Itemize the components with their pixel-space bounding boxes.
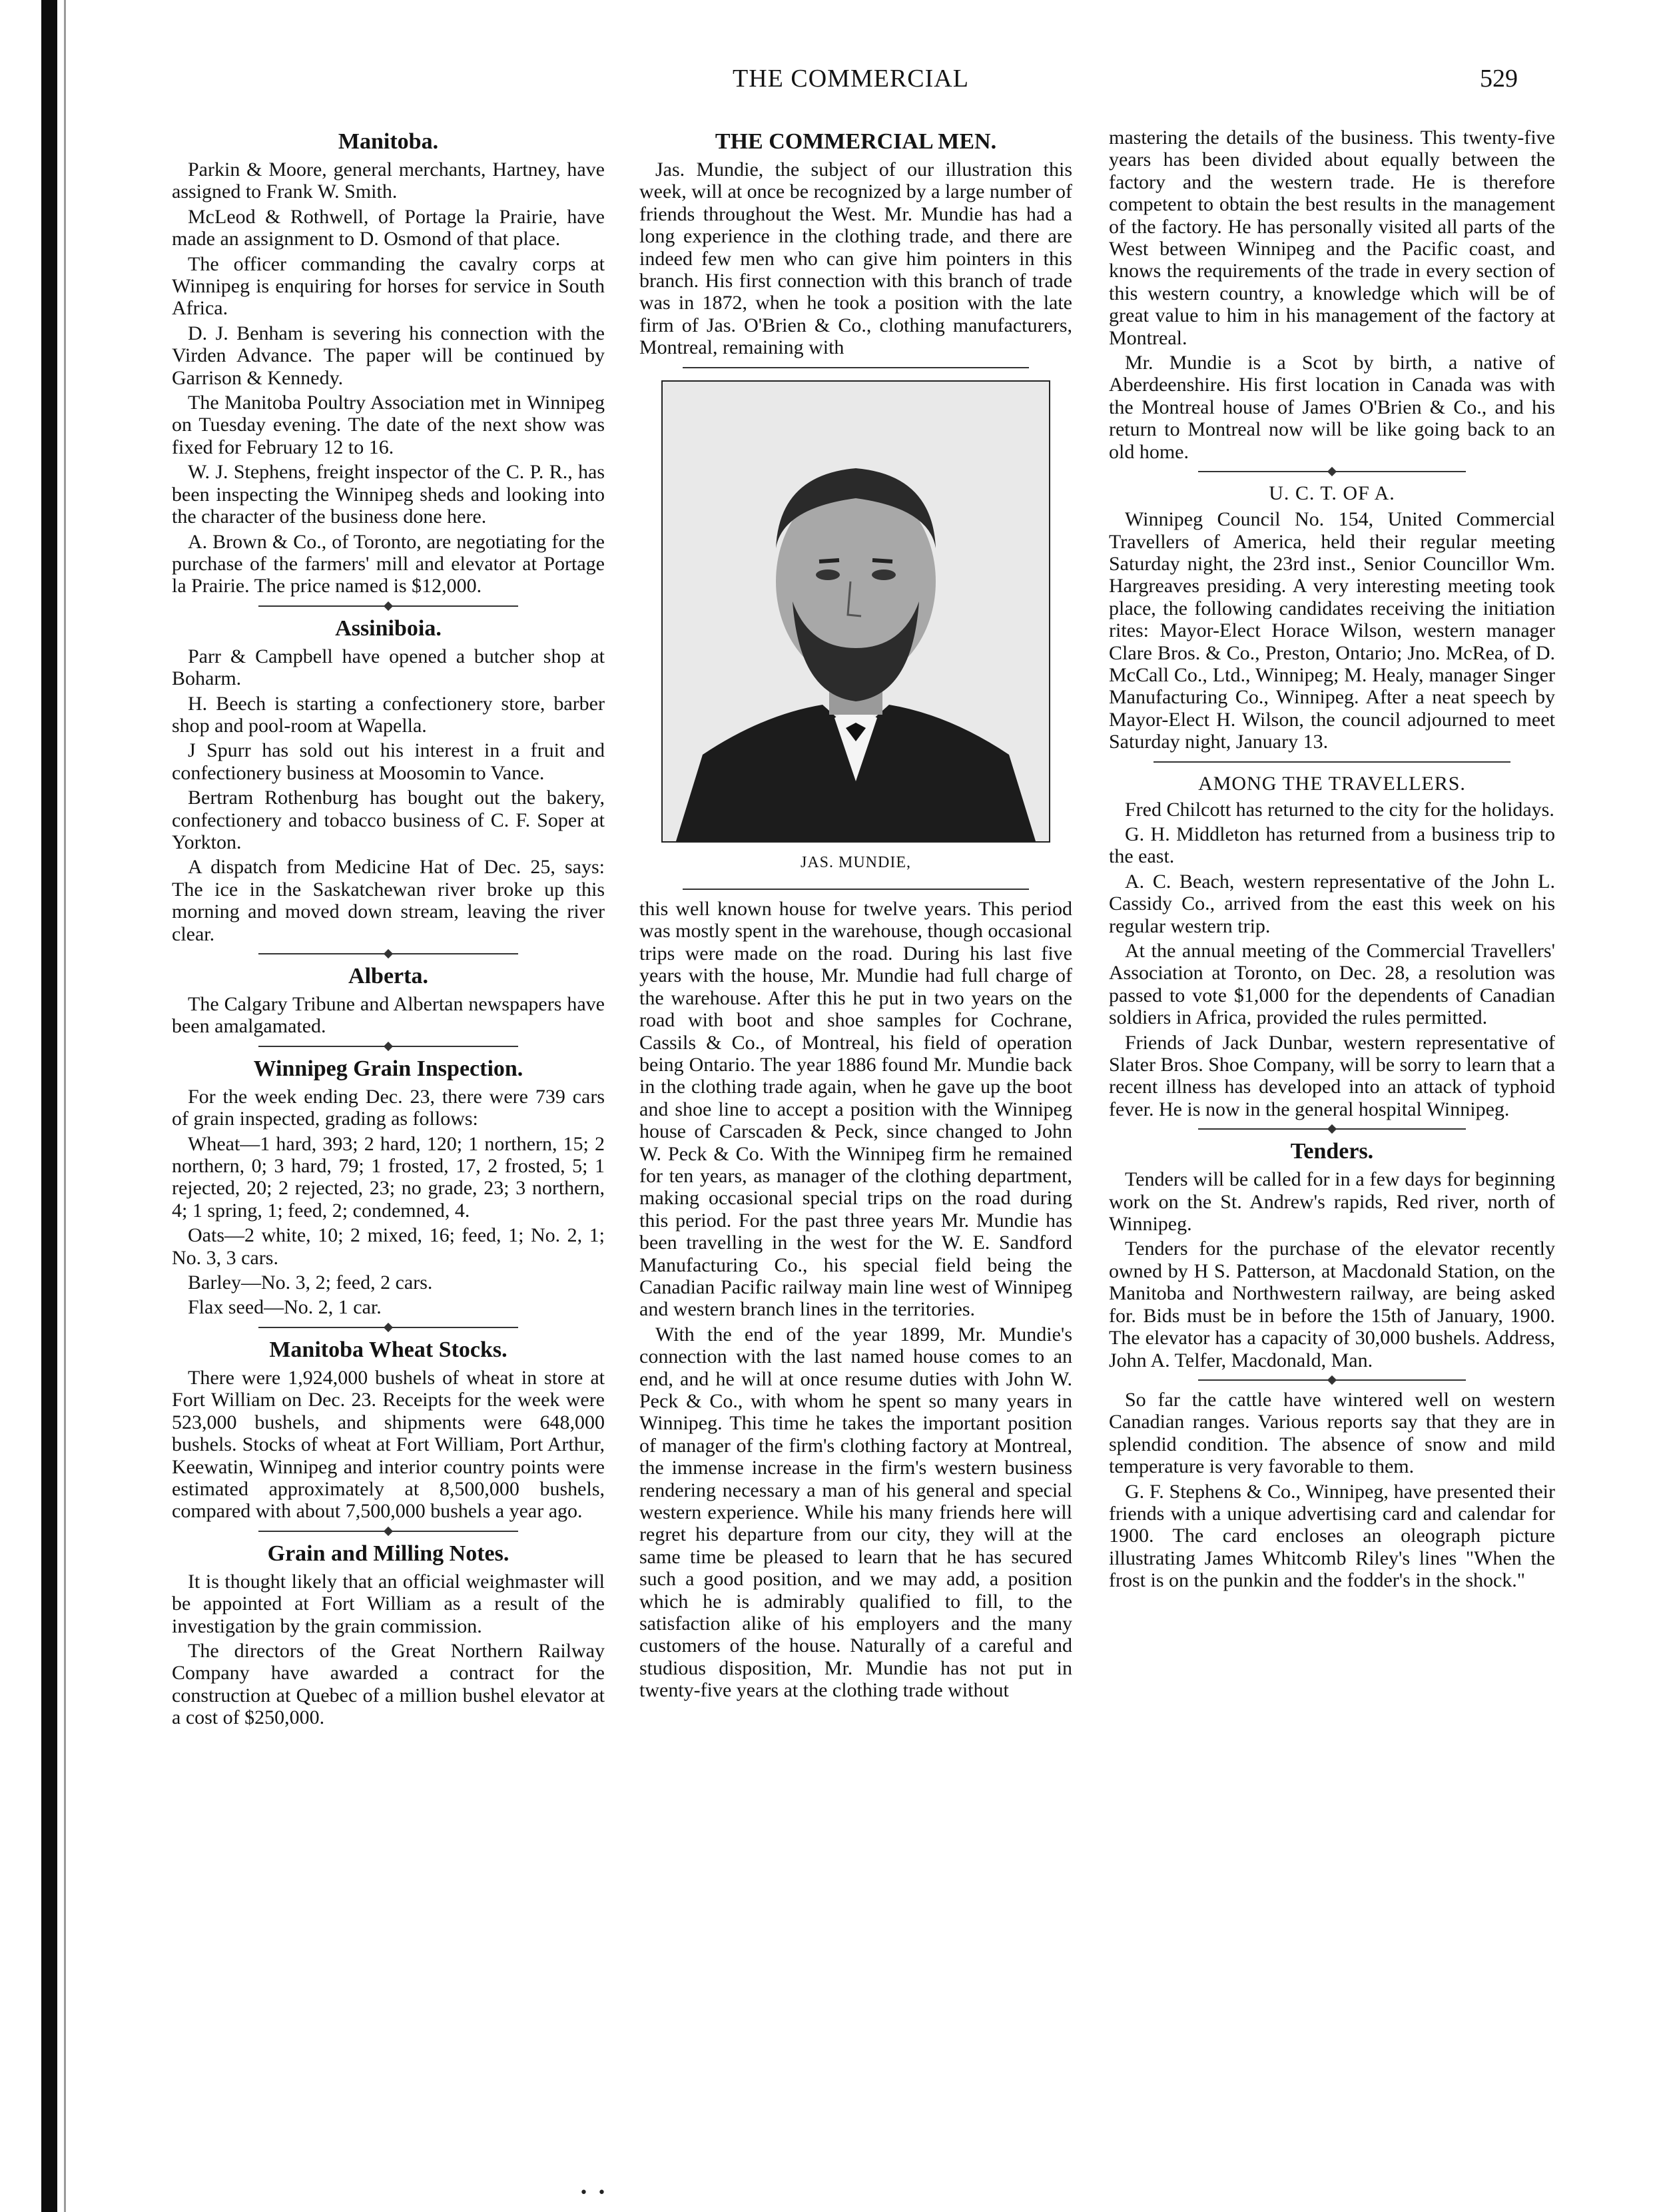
column-2 xyxy=(639,127,1072,1704)
section-heading-assiniboia: Assiniboia. xyxy=(335,615,442,641)
news-paragraph: The Calgary Tribune and Albertan newspapers have been amalgamated. xyxy=(172,993,605,1038)
section-divider xyxy=(1198,471,1466,472)
section-divider xyxy=(1198,1379,1466,1381)
section-divider xyxy=(258,1046,518,1047)
section-heading-manitoba: Manitoba. xyxy=(338,129,439,154)
news-paragraph: Parkin & Moore, general merchants, Hartney, have assigned to Frank W. Smith. xyxy=(172,159,605,203)
scan-speck: • • xyxy=(579,2185,606,2201)
news-paragraph: A. Brown & Co., of Toronto, are negotiating for the purchase of the farmers' mill and elevator at Portage la Prairie. The price named is $12,000. xyxy=(172,530,605,597)
section-divider xyxy=(258,1327,518,1328)
news-paragraph: W. J. Stephens, freight inspector of the C. P. R., has been inspecting the Winnipeg sheds and looking into the character of the business done here. xyxy=(172,461,605,528)
article-body: Mr. Mundie is a Scot by birth, a native of Aberdeenshire. His first location in Canada was with the Montreal house of James O'Brien & Co., and his return to Montreal now will be like going back to an old home. xyxy=(1109,352,1555,463)
news-paragraph: There were 1,924,000 bushels of wheat in store at Fort William on Dec. 23. Receipts for the week were 523,000 bushels, and shipments were 648,000 bushels. Stocks of wheat at Fort William, Port Arthur, Keewatin, Winnipeg and interior country points were estimated approximately at 8,500,000 bushels, compared with about 7,500,000 bushels a year ago. xyxy=(172,1366,605,1523)
section-divider xyxy=(1154,761,1510,763)
news-paragraph: Bertram Rothenburg has bought out the bakery, confectionery and tobacco business of C. F. Soper at Yorkton. xyxy=(172,787,605,853)
news-paragraph: For the week ending Dec. 23, there were 739 cars of grain inspected, grading as follows: xyxy=(172,1085,605,1130)
running-head: THE COMMERCIAL xyxy=(733,65,969,93)
news-paragraph: It is thought likely that an official weighmaster will be appointed at Fort William as a result of the investigation by the grain commission. xyxy=(172,1570,605,1637)
news-paragraph: The officer commanding the cavalry corps at Winnipeg is enquiring for horses for service in South Africa. xyxy=(172,252,605,320)
article-body: this well known house for twelve years. This period was mostly spent in the warehouse, though occasional trips were made on the road. During his last five years with the house, Mr. Mundie had full charge of the warehouse. After this he put in two years on the road with boot and shoe samples for Cochrane, Cassils & Co., of Montreal, his field of operation being Ontario. The year 1886 found Mr. Mundie back in the clothing trade again, when he gave up the boot and shoe line to accept a position with the Winnipeg house of Carscaden & Peck, since changed to John W. Peck & Co. With the Winnipeg firm he remained for ten years, as manager of the clothing department, making occasional special trips on the road during this period. For the past three years Mr. Mundie has been travelling in the west for the W. E. Sandford Manufacturing Co., his special field being the Canadian Pacific railway main line west of Winnipeg and western branch lines in the territories. xyxy=(639,898,1072,1321)
section-divider xyxy=(258,953,518,954)
page-number: 529 xyxy=(1480,65,1518,93)
section-heading-travellers: AMONG THE TRAVELLERS. xyxy=(1198,772,1466,795)
news-paragraph: A dispatch from Medicine Hat of Dec. 25, says: The ice in the Saskatchewan river broke up this morning and moved down stream, leaving the river clear. xyxy=(172,856,605,945)
scan-binding-edge xyxy=(41,0,57,2212)
news-paragraph: McLeod & Rothwell, of Portage la Prairie, have made an assignment to D. Osmond of that place. xyxy=(172,205,605,250)
news-paragraph: Tenders for the purchase of the elevator recently owned by H S. Patterson, at Macdonald Station, on the Manitoba and Northwestern railway, are being asked for. Bids must be in before the 15th of January, 1900. The elevator has a capacity of 30,000 bushels. Address, John A. Telfer, Macdonald, Man. xyxy=(1109,1238,1555,1371)
section-divider xyxy=(683,367,1029,368)
portrait-caption: JAS. MUNDIE, xyxy=(800,853,911,871)
article-heading-commercial-men: THE COMMERCIAL MEN. xyxy=(715,129,997,154)
news-paragraph: The Manitoba Poultry Association met in Winnipeg on Tuesday evening. The date of the next show was fixed for February 12 to 16. xyxy=(172,392,605,458)
scan-binding-edge-line xyxy=(64,0,66,2212)
section-heading-uct: U. C. T. OF A. xyxy=(1269,482,1395,505)
article-intro: Jas. Mundie, the subject of our illustration this week, will at once be recognized by a large number of friends throughout the West. Mr. Mundie has had a long experience in the clothing trade, and there are indeed few men who can give him pointers in this branch. His first connection with this branch of trade was in 1872, when he took a position with the late firm of Jas. O'Brien & Co., clothing manufacturers, Montreal, remaining with xyxy=(639,159,1073,359)
section-heading-tenders: Tenders. xyxy=(1290,1139,1374,1164)
article-body: With the end of the year 1899, Mr. Mundie's connection with the last named house comes to an end, and he will at once resume duties with John W. Peck & Co., with whom he spent so many years in Winnipeg. This time he takes the important position of manager of the firm's clothing factory at Montreal, the immense increase in the firm's western business rendering necessary a man of his general and special western experience. While his many friends here will regret his departure from our city, they will at the same time be pleased to learn that he has secured such a good position, and we may add, a position which he is admirably qualified to fill, to the satisfaction alike of his employers and the many customers of the house. Naturally of a careful and studious disposition, Mr. Mundie has not put in twenty-five years at the clothing trade without xyxy=(639,1323,1072,1702)
news-paragraph: Winnipeg Council No. 154, United Commercial Travellers of America, held their regular meeting Saturday night, the 23rd inst., Senior Councillor Wm. Hargreaves presiding. A very interesting meeting took place, the following candidates receiving the initiation rites: Mayor-Elect Horace Wilson, western manager Clare Bros. & Co., Preston, Ontario; Jno. McRea, of D. McCall Co., Ltd., Winnipeg; M. Healy, manager Singer Manufacturing Co., Winnipeg. After a neat speech by Mayor-Elect H. Wilson, the council adjourned to meet Saturday night, January 13. xyxy=(1109,508,1555,753)
news-paragraph: The directors of the Great Northern Railway Company have awarded a contract for the construction at Quebec of a million bushel elevator at a cost of $250,000. xyxy=(172,1639,605,1729)
news-paragraph: J Spurr has sold out his interest in a fruit and confectionery business at Moosomin to Vance. xyxy=(172,739,605,784)
news-paragraph: At the annual meeting of the Commercial Travellers' Association at Toronto, on Dec. 28, a resolution was passed to vote $1,000 for the dependents of Canadian soldiers in Africa, provided the rules permitted. xyxy=(1109,940,1555,1029)
column-1 xyxy=(172,127,605,1732)
section-heading-grain-inspection: Winnipeg Grain Inspection. xyxy=(253,1056,523,1081)
news-paragraph: G. H. Middleton has returned from a business trip to the east. xyxy=(1109,823,1555,868)
section-divider xyxy=(258,605,518,607)
article-body: mastering the details of the business. This twenty-five years has been divided about equally between the factory and the western trade. He is therefore competent to obtain the best results in the management of the factory. He has personally visited all parts of the West between Winnipeg and the Pacific coast, and knows the requirements of the trade in every section of this western country, a knowledge which will be of great value to him in his management of the factory at Montreal. xyxy=(1109,127,1555,349)
news-paragraph: Fred Chilcott has returned to the city for the holidays. xyxy=(1125,798,1554,821)
column-3 xyxy=(1109,127,1555,1595)
portrait-illustration xyxy=(663,382,1049,841)
news-paragraph: Parr & Campbell have opened a butcher shop at Boharm. xyxy=(172,645,605,690)
portrait-image xyxy=(661,380,1050,843)
section-heading-alberta: Alberta. xyxy=(348,964,428,988)
grain-grade-list: Flax seed—No. 2, 1 car. xyxy=(188,1296,382,1319)
grain-grade-list: Wheat—1 hard, 393; 2 hard, 120; 1 northern, 15; 2 northern, 0; 3 hard, 79; 1 frosted, 17, 2 frosted, 5; 1 rejected, 20; 2 rejected, 23; no grade, 23; 3 northern, 4; 1 spring, 1; feed, 2; condemned, 4. xyxy=(172,1132,605,1222)
section-divider xyxy=(683,889,1029,890)
section-heading-wheat-stocks: Manitoba Wheat Stocks. xyxy=(269,1337,507,1362)
news-paragraph: Tenders will be called for in a few days for beginning work on the St. Andrew's rapids, Red river, north of Winnipeg. xyxy=(1109,1168,1555,1236)
news-paragraph: G. F. Stephens & Co., Winnipeg, have presented their friends with a unique advertising card and calendar for 1900. The card encloses an oleograph picture illustrating James Whitcomb Riley's lines "When the frost is on the punkin and the fodder's in the shock." xyxy=(1109,1480,1555,1592)
section-divider xyxy=(1198,1128,1466,1130)
news-paragraph: H. Beech is starting a confectionery store, barber shop and pool-room at Wapella. xyxy=(172,692,605,737)
grain-grade-list: Barley—No. 3, 2; feed, 2 cars. xyxy=(188,1272,433,1294)
news-paragraph: So far the cattle have wintered well on western Canadian ranges. Various reports say that they are in splendid condition. The absence of snow and mild temperature is very favorable to them. xyxy=(1109,1388,1555,1478)
news-paragraph: A. C. Beach, western representative of the John L. Cassidy Co., arrived from the east this week on his regular western trip. xyxy=(1109,870,1555,937)
news-paragraph: Friends of Jack Dunbar, western representative of Slater Bros. Shoe Company, will be sorry to learn that a recent illness has developed into an attack of typhoid fever. He is now in the general hospital Winnipeg. xyxy=(1109,1031,1555,1120)
grain-grade-list: Oats—2 white, 10; 2 mixed, 16; feed, 1; No. 2, 1; No. 3, 3 cars. xyxy=(172,1224,605,1269)
section-heading-grain-milling: Grain and Milling Notes. xyxy=(267,1541,509,1566)
news-paragraph: D. J. Benham is severing his connection with the Virden Advance. The paper will be continued by Garrison & Kennedy. xyxy=(172,322,605,389)
section-divider xyxy=(258,1531,518,1532)
